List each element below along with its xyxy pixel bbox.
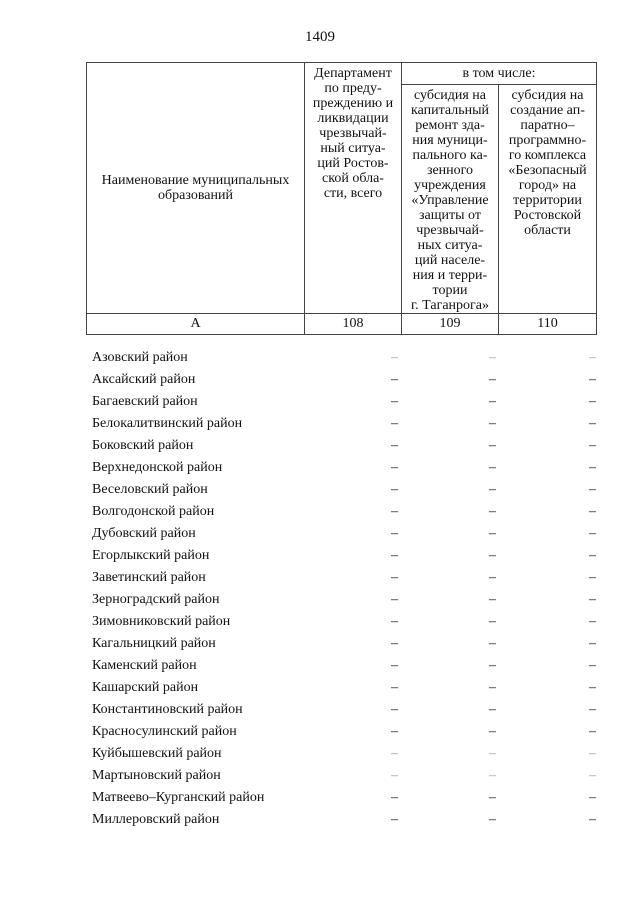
value-subsidy-safe-city: – bbox=[589, 724, 596, 739]
value-department-total: – bbox=[391, 350, 398, 365]
value-subsidy-repair: – bbox=[489, 614, 496, 629]
table-row bbox=[86, 655, 600, 677]
value-department-total: – bbox=[391, 460, 398, 475]
header-line: г. Таганрога» bbox=[411, 298, 489, 313]
value-subsidy-safe-city: – bbox=[589, 460, 596, 475]
page-number: 1409 bbox=[305, 29, 335, 45]
header-line: Департамент bbox=[314, 66, 392, 81]
municipality-name: Матвеево–Курганский район bbox=[92, 790, 265, 805]
municipality-name: Куйбышевский район bbox=[92, 746, 222, 761]
table-row bbox=[86, 765, 600, 787]
table-body bbox=[86, 347, 600, 831]
index-cell-sub2: 110 bbox=[499, 314, 597, 335]
table-row bbox=[86, 633, 600, 655]
value-subsidy-safe-city: – bbox=[589, 614, 596, 629]
header-line: защиты от bbox=[419, 208, 481, 223]
header-line: город» на bbox=[518, 178, 577, 193]
municipality-name: Заветинский район bbox=[92, 570, 206, 585]
value-department-total: – bbox=[391, 372, 398, 387]
municipality-name: Егорлыкский район bbox=[92, 548, 210, 563]
value-department-total: – bbox=[391, 724, 398, 739]
value-subsidy-safe-city: – bbox=[589, 592, 596, 607]
value-department-total: – bbox=[391, 438, 398, 453]
table-row bbox=[86, 501, 600, 523]
header-subsidy-safe-city bbox=[499, 85, 597, 314]
value-department-total: – bbox=[391, 482, 398, 497]
value-subsidy-safe-city: – bbox=[589, 438, 596, 453]
header-line: ния и терри- bbox=[412, 268, 488, 283]
value-subsidy-repair: – bbox=[489, 702, 496, 717]
value-department-total: – bbox=[391, 504, 398, 519]
table-row bbox=[86, 457, 600, 479]
table-row bbox=[86, 589, 600, 611]
header-line: чрезвычай- bbox=[319, 126, 387, 141]
value-subsidy-repair: – bbox=[489, 482, 496, 497]
header-including: в том числе: bbox=[402, 63, 597, 85]
value-subsidy-safe-city: – bbox=[589, 658, 596, 673]
header-line: субсидия на bbox=[414, 88, 486, 103]
value-subsidy-safe-city: – bbox=[589, 702, 596, 717]
value-department-total: – bbox=[391, 746, 398, 761]
header-line: тории bbox=[432, 283, 468, 298]
value-subsidy-safe-city: – bbox=[589, 548, 596, 563]
index-cell-dept: 108 bbox=[305, 314, 402, 335]
header-line: территории bbox=[513, 193, 582, 208]
header-line: учреждения bbox=[414, 178, 486, 193]
municipality-name: Зерноградский район bbox=[92, 592, 220, 607]
table-row bbox=[86, 677, 600, 699]
municipality-name: Константиновский район bbox=[92, 702, 243, 717]
header-line: ный ситуа- bbox=[320, 141, 386, 156]
header-line: сти, всего bbox=[323, 186, 383, 201]
header-line: программно- bbox=[508, 133, 587, 148]
table-header bbox=[86, 62, 597, 335]
value-subsidy-repair: – bbox=[489, 658, 496, 673]
value-subsidy-safe-city: – bbox=[589, 372, 596, 387]
header-line: ремонт зда- bbox=[415, 118, 485, 133]
municipality-name: Верхнедонской район bbox=[92, 460, 223, 475]
value-department-total: – bbox=[391, 548, 398, 563]
table-row bbox=[86, 347, 600, 369]
header-line: преждению и bbox=[312, 96, 394, 111]
value-subsidy-repair: – bbox=[489, 592, 496, 607]
value-subsidy-repair: – bbox=[489, 570, 496, 585]
table-row bbox=[86, 721, 600, 743]
municipality-name: Красносулинский район bbox=[92, 724, 237, 739]
municipality-name: Боковский район bbox=[92, 438, 194, 453]
header-line: области bbox=[524, 223, 571, 238]
value-subsidy-repair: – bbox=[489, 724, 496, 739]
value-subsidy-repair: – bbox=[489, 548, 496, 563]
value-department-total: – bbox=[391, 416, 398, 431]
municipality-name: Азовский район bbox=[92, 350, 188, 365]
value-subsidy-safe-city: – bbox=[589, 812, 596, 827]
table-row bbox=[86, 567, 600, 589]
header-department-total bbox=[305, 63, 402, 314]
table-row bbox=[86, 413, 600, 435]
value-department-total: – bbox=[391, 636, 398, 651]
value-subsidy-safe-city: – bbox=[589, 768, 596, 783]
value-subsidy-repair: – bbox=[489, 768, 496, 783]
value-subsidy-safe-city: – bbox=[589, 394, 596, 409]
value-subsidy-repair: – bbox=[489, 636, 496, 651]
municipality-name: Аксайский район bbox=[92, 372, 196, 387]
value-subsidy-safe-city: – bbox=[589, 350, 596, 365]
value-subsidy-safe-city: – bbox=[589, 526, 596, 541]
value-subsidy-safe-city: – bbox=[589, 636, 596, 651]
header-line: «Безопасный bbox=[508, 163, 587, 178]
index-cell-name: А bbox=[87, 314, 305, 335]
header-line: ных ситуа- bbox=[417, 238, 483, 253]
value-subsidy-repair: – bbox=[489, 416, 496, 431]
value-subsidy-repair: – bbox=[489, 372, 496, 387]
value-subsidy-repair: – bbox=[489, 394, 496, 409]
header-line: создание ап- bbox=[510, 103, 585, 118]
municipality-name: Кашарский район bbox=[92, 680, 199, 695]
value-subsidy-repair: – bbox=[489, 438, 496, 453]
value-subsidy-repair: – bbox=[489, 504, 496, 519]
value-subsidy-safe-city: – bbox=[589, 680, 596, 695]
header-line: ций Ростов- bbox=[317, 156, 389, 171]
municipality-name: Мартыновский район bbox=[92, 768, 221, 783]
table-row bbox=[86, 479, 600, 501]
value-subsidy-safe-city: – bbox=[589, 416, 596, 431]
table-row bbox=[86, 523, 600, 545]
value-subsidy-safe-city: – bbox=[589, 746, 596, 761]
table-row bbox=[86, 787, 600, 809]
value-department-total: – bbox=[391, 592, 398, 607]
value-subsidy-repair: – bbox=[489, 460, 496, 475]
table-row bbox=[86, 369, 600, 391]
header-line: паратно– bbox=[520, 118, 575, 133]
table-row bbox=[86, 391, 600, 413]
municipality-name: Кагальницкий район bbox=[92, 636, 216, 651]
municipality-name: Миллеровский район bbox=[92, 812, 220, 827]
header-line: чрезвычай- bbox=[416, 223, 484, 238]
value-department-total: – bbox=[391, 570, 398, 585]
value-department-total: – bbox=[391, 702, 398, 717]
value-department-total: – bbox=[391, 768, 398, 783]
value-department-total: – bbox=[391, 790, 398, 805]
municipality-name: Волгодонской район bbox=[92, 504, 215, 519]
header-subsidy-repair bbox=[402, 85, 499, 314]
header-line: пального ка- bbox=[412, 148, 488, 163]
table-row bbox=[86, 699, 600, 721]
table-row bbox=[86, 611, 600, 633]
value-department-total: – bbox=[391, 812, 398, 827]
header-line: субсидия на bbox=[511, 88, 584, 103]
header-line: ций населе- bbox=[414, 253, 486, 268]
value-subsidy-safe-city: – bbox=[589, 504, 596, 519]
value-subsidy-repair: – bbox=[489, 526, 496, 541]
header-line: го комплекса bbox=[508, 148, 587, 163]
table-row bbox=[86, 545, 600, 567]
value-subsidy-repair: – bbox=[489, 812, 496, 827]
value-department-total: – bbox=[391, 680, 398, 695]
municipality-name: Белокалитвинский район bbox=[92, 416, 243, 431]
municipality-name: Багаевский район bbox=[92, 394, 198, 409]
municipality-name: Каменский район bbox=[92, 658, 197, 673]
header-municipality-name: Наименование муниципальных образований bbox=[87, 63, 305, 314]
value-subsidy-safe-city: – bbox=[589, 790, 596, 805]
index-cell-sub1: 109 bbox=[402, 314, 499, 335]
value-subsidy-repair: – bbox=[489, 790, 496, 805]
value-department-total: – bbox=[391, 526, 398, 541]
table-row bbox=[86, 743, 600, 765]
municipality-name: Зимовниковский район bbox=[92, 614, 231, 629]
value-department-total: – bbox=[391, 394, 398, 409]
municipality-name: Веселовский район bbox=[92, 482, 208, 497]
municipality-name: Дубовский район bbox=[92, 526, 196, 541]
header-line: «Управление bbox=[411, 193, 489, 208]
table-row bbox=[86, 435, 600, 457]
value-subsidy-repair: – bbox=[489, 350, 496, 365]
value-subsidy-repair: – bbox=[489, 746, 496, 761]
header-line: зенного bbox=[426, 163, 474, 178]
value-subsidy-safe-city: – bbox=[589, 482, 596, 497]
header-line: ликвидации bbox=[317, 111, 389, 126]
header-line: ской обла- bbox=[322, 171, 384, 186]
value-subsidy-repair: – bbox=[489, 680, 496, 695]
value-department-total: – bbox=[391, 658, 398, 673]
header-line: по преду- bbox=[324, 81, 382, 96]
value-subsidy-safe-city: – bbox=[589, 570, 596, 585]
header-line: капитальный bbox=[411, 103, 489, 118]
value-department-total: – bbox=[391, 614, 398, 629]
header-line: Ростовской bbox=[513, 208, 582, 223]
header-line: ния муници- bbox=[412, 133, 488, 148]
table-row bbox=[86, 809, 600, 831]
